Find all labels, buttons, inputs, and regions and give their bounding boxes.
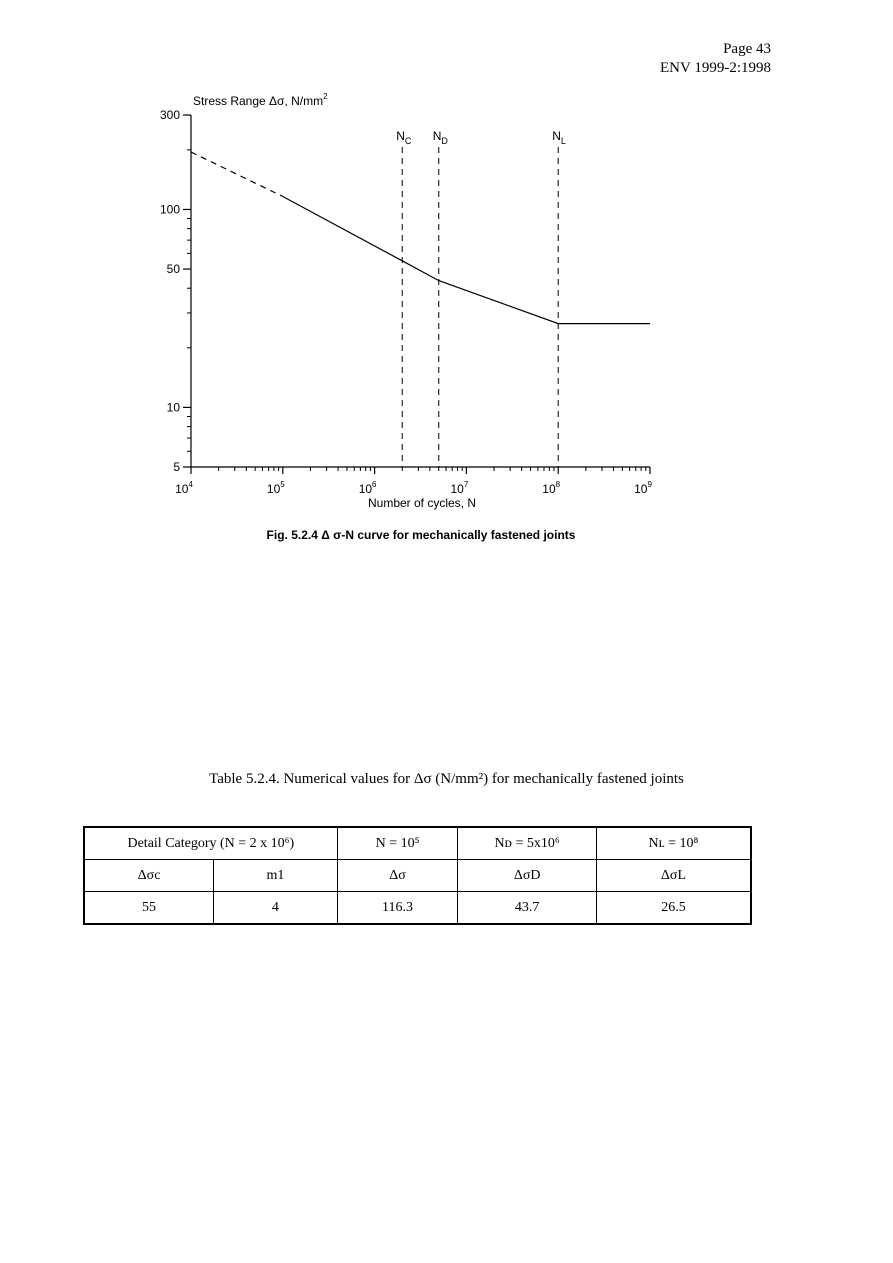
series-extrapolated	[191, 152, 283, 197]
table-row	[84, 892, 751, 925]
y-tick-label: 50	[166, 262, 180, 277]
figure-caption: Fig. 5.2.4 Δ σ-N curve for mechanically fastened joints	[266, 528, 576, 542]
header-n-l: Nʟ = 10⁸	[596, 827, 751, 860]
x-tick-label: $10^9$	[634, 480, 652, 496]
table-header-row	[84, 827, 751, 860]
y-tick-label: 300	[159, 108, 180, 122]
page-number: Page 43	[723, 41, 771, 57]
value-cell: 26.5	[596, 892, 751, 925]
header-detail-category: Detail Category (N = 2 x 10⁶)	[84, 827, 337, 860]
table-caption: Table 5.2.4. Numerical values for Δσ (N/mm²) for mechanically fastened joints	[209, 771, 684, 787]
subheader-cell: ΔσL	[596, 860, 751, 892]
standard-reference: ENV 1999-2:1998	[660, 60, 771, 76]
x-tick-label: $10^5$	[266, 480, 285, 496]
chart-markers	[402, 147, 558, 467]
x-tick-label: $10^7$	[450, 480, 469, 496]
value-cell: 116.3	[337, 892, 458, 925]
marker-label: $N_L$	[552, 129, 566, 146]
subheader-cell: Δσc	[84, 860, 214, 892]
table-subheader-row	[84, 860, 751, 892]
subheader-cell: m1	[214, 860, 338, 892]
x-axis-label: Number of cycles, N	[367, 496, 477, 510]
subheader-cell: ΔσD	[458, 860, 597, 892]
y-tick-label: 10	[166, 400, 180, 415]
header-n-d: Nᴅ = 5x10⁶	[458, 827, 597, 860]
numerical-values-table	[83, 826, 752, 925]
chart-series	[191, 152, 650, 324]
y-tick-label: 5	[173, 460, 180, 474]
value-cell: 43.7	[458, 892, 597, 925]
marker-label: $N_C$	[396, 129, 412, 146]
chart-axes	[183, 115, 650, 474]
series-s-n-curve	[283, 197, 650, 324]
subheader-cell: Δσ	[337, 860, 458, 892]
x-tick-label: $10^6$	[358, 480, 377, 496]
value-cell: 55	[84, 892, 214, 925]
x-tick-label: $10^8$	[542, 480, 561, 496]
x-tick-label: $10^4$	[175, 480, 193, 496]
chart-labels	[160, 108, 652, 496]
y-tick-label: 100	[159, 202, 180, 217]
y-axis-label: Stress Range Δσ, $N/mm^2$	[193, 92, 328, 108]
header-n-1e5: N = 10⁵	[337, 827, 458, 860]
sn-curve-chart	[0, 0, 893, 560]
value-cell: 4	[214, 892, 338, 925]
marker-label: $N_D$	[432, 129, 448, 146]
